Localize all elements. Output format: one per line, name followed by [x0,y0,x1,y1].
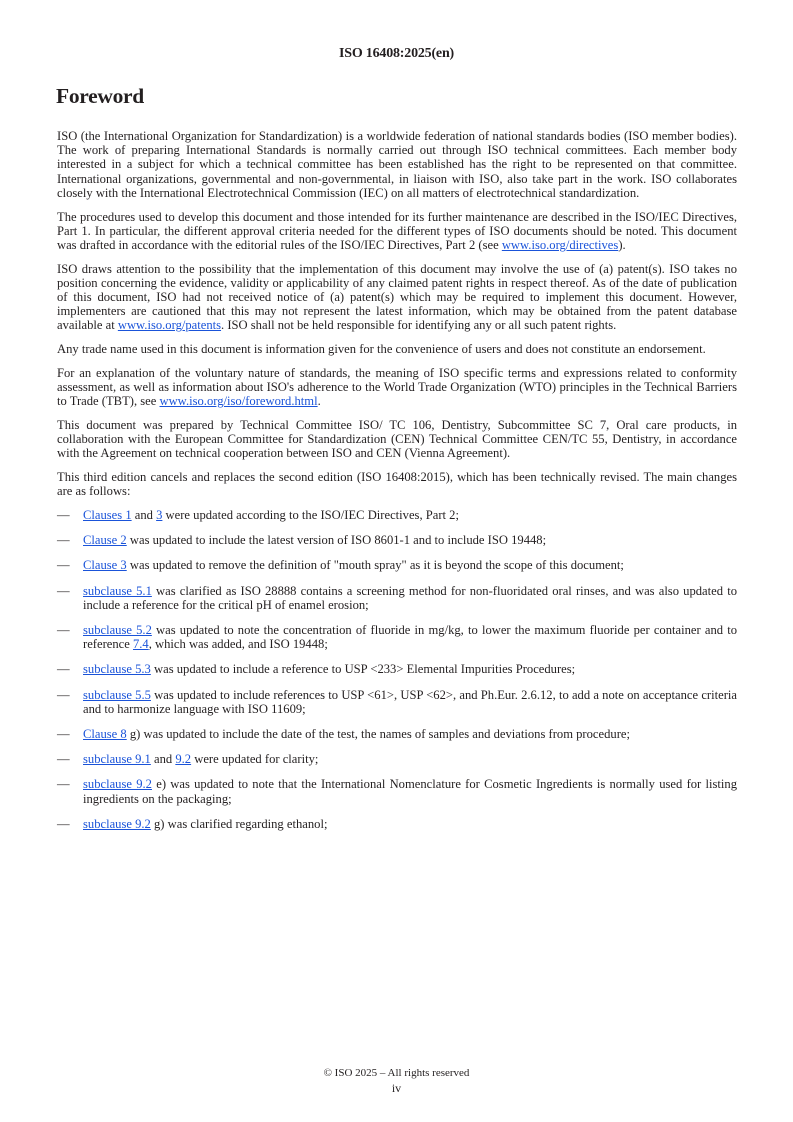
list-item [57,623,737,651]
item-text: were updated according to the ISO/IEC Directives, Part 2; [162,507,459,522]
paragraph-patents [57,262,737,333]
changes-list [57,508,737,831]
item-text: were updated for clarity; [191,752,319,767]
document-header: ISO 16408:2025(en) [338,46,454,61]
dash-bullet: — [57,752,70,767]
section-title-foreword: Foreword [56,84,144,108]
item-text: was updated to remove the definition of "mouth spray" as it is beyond the scope of this document; [126,558,624,573]
paragraph-text: ISO draws attention to the possibility that the implementation of this document may involve the use of (a) patent(s). ISO takes no position concerning the evidence, validity or applicability of any claimed patent rights in respect thereof. As of the date of publication of this document, ISO had not received notice of (a) patent(s) which may be required to implement this document. However, implementers are cautioned that this may not represent the latest information, which may be obtained from the patent database available at [57,261,737,333]
paragraph-trade-name: Any trade name used in this document is information given for the convenience of users and does not constitute an endorsement. [57,342,706,357]
dash-bullet: — [57,558,70,573]
item-text: g) was updated to include the date of the test, the names of samples and deviations from procedure; [126,727,630,741]
dash-bullet: — [57,662,70,677]
link-9-2[interactable]: 9.2 [175,752,192,767]
paragraph-text: ). [618,237,626,252]
link-directives[interactable]: www.iso.org/directives [501,237,619,252]
page-number: iv [391,1081,402,1095]
item-text: , which was added, and ISO 19448; [148,637,328,652]
list-item [57,508,737,522]
dash-bullet: — [57,777,70,792]
link-subclause-5-3[interactable]: subclause 5.3 [83,662,151,677]
link-subclause-5-5[interactable]: subclause 5.5 [83,687,151,702]
dash-bullet: — [57,622,70,637]
paragraph-text: The procedures used to develop this document and those intended for its further maintenance are described in the ISO/IEC Directives, Part 1. In particular, the different approval criteria needed for the different types of ISO documents should be noted. This document was drafted in accordance with the editorial rules of the ISO/IEC Directives, Part 2 (see [57,209,737,252]
paragraph-iso-federation: ISO (the International Organization for Standardization) is a worldwide federation of national standards bodies (ISO member bodies). The work of preparing International Standards is normally carried out through ISO technical committees. Each member body interested in a subject for which a technical committee has been established has the right to be represented on that committee. International organizations, governmental and non-governmental, in liaison with ISO, also take part in the work. ISO collaborates closely with the International Electrotechnical Commission (IEC) on all matters of electrotechnical standardization. [57,129,737,200]
link-subclause-9-2[interactable]: subclause 9.2 [83,816,151,831]
link-subclause-9-2[interactable]: subclause 9.2 [83,777,152,792]
dash-bullet: — [57,687,70,702]
item-text: was updated to include the latest version of ISO 8601-1 and to include ISO 19448; [126,533,547,548]
list-item [57,662,737,676]
dash-bullet: — [57,507,70,522]
list-item [57,688,737,716]
paragraph-voluntary-nature [57,366,737,409]
link-foreword[interactable]: www.iso.org/iso/foreword.html [159,394,318,409]
paragraph-text: . ISO shall not be held responsible for identifying any or all such patent rights. [221,318,617,333]
dash-bullet: — [57,816,70,831]
item-text: and [150,752,176,767]
link-subclause-9-1[interactable]: subclause 9.1 [83,752,151,767]
list-item [57,533,737,547]
paragraph-prepared-by: This document was prepared by Technical Committee ISO/ TC 106, Dentistry, Subcommittee SC 7, Oral care products, in collaboration with the European Committee for Standardization (CEN) Technical Committee CEN/TC 55, Dentistry, in accordance with the Agreement on technical cooperation between ISO and CEN (Vienna Agreement). [57,417,737,461]
dash-bullet: — [57,727,70,741]
item-text: was updated to include references to USP <61>, USP <62>, and Ph.Eur. 2.6.12, to add a note on acceptance criteria and to harmonize language with ISO 11609; [83,687,737,716]
dash-bullet: — [57,533,70,548]
item-text: and [131,507,157,522]
list-item [57,777,737,805]
item-text: g) was clarified regarding ethanol; [150,816,328,831]
item-text: was updated to include a reference to USP <233> Elemental Impurities Procedures; [150,662,576,677]
paragraph-text: For an explanation of the voluntary nature of standards, the meaning of ISO specific terms and expressions related to conformity assessment, as well as information about ISO's adherence to the World Trade Organization (WTO) principles in the Technical Barriers to Trade (TBT), see [57,365,737,409]
link-clauses-1[interactable]: Clauses 1 [83,507,132,522]
link-subclause-5-1[interactable]: subclause 5.1 [83,583,152,598]
link-7-4[interactable]: 7.4 [132,637,149,652]
link-clause-3[interactable]: 3 [156,507,163,522]
list-item [57,817,737,831]
list-item [57,584,737,612]
paragraph-procedures [57,210,737,253]
link-clause-8[interactable]: Clause 8 [83,727,127,741]
link-clause-3[interactable]: Clause 3 [83,558,127,573]
link-patents[interactable]: www.iso.org/patents [117,318,222,333]
paragraph-text: . [317,394,321,409]
copyright-notice: © ISO 2025 – All rights reserved [323,1067,470,1079]
list-item [57,752,737,766]
link-subclause-5-2[interactable]: subclause 5.2 [83,622,152,637]
dash-bullet: — [57,583,70,598]
item-text: was updated to note the concentration of fluoride in mg/kg, to lower the maximum fluoride per container and to reference [83,622,738,652]
page-footer [0,1066,793,1096]
item-text: was clarified as ISO 28888 contains a screening method for non-fluoridated oral rinses, and was also updated to include a reference for the critical pH of enamel erosion; [83,583,737,612]
list-item [57,558,737,572]
paragraph-edition: This third edition cancels and replaces the second edition (ISO 16408:2015), which has been technically revised. The main changes are as follows: [57,470,737,499]
link-clause-2[interactable]: Clause 2 [83,533,127,548]
list-item [57,727,737,741]
foreword-body [57,129,737,842]
item-text: e) was updated to note that the International Nomenclature for Cosmetic Ingredients is normally used for listing ingredients on the packaging; [83,777,737,806]
